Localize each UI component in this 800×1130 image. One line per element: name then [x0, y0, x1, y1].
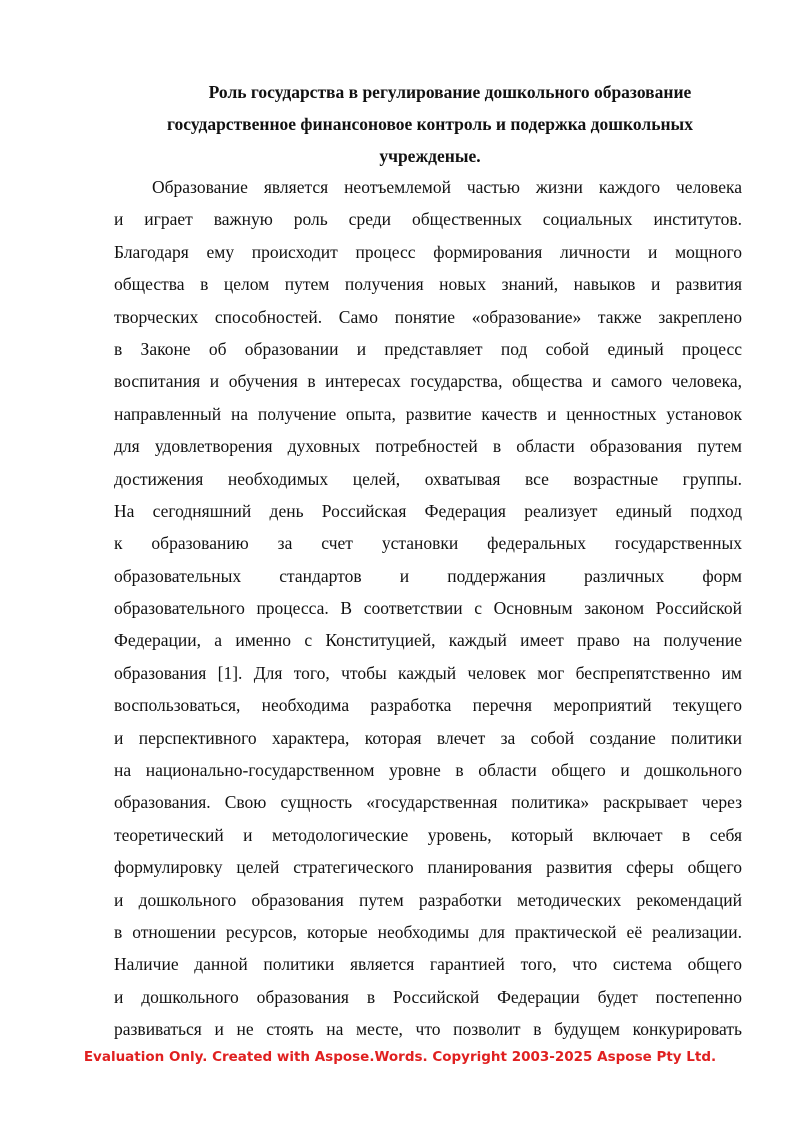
body-line: формулировку целей стратегического планирования развития сферы общего	[114, 857, 742, 878]
body-line: и играет важную роль среди общественных социальных институтов.	[114, 209, 742, 230]
body-line: для удовлетворения духовных потребностей в области образования путем	[114, 436, 742, 457]
body-line: Образование является неотъемлемой частью жизни каждого человека	[152, 177, 742, 197]
body-line: теоретический и методологические уровень, который включает в себя	[114, 824, 742, 845]
document-title	[110, 76, 750, 172]
body-line: на национально-государственном уровне в области общего и дошкольного	[114, 760, 742, 781]
body-line: общества в целом путем получения новых знаний, навыков и развития	[114, 274, 742, 295]
title-line: учрежденые.	[379, 146, 481, 166]
body-line: и дошкольного образования путем разработки методических рекомендаций	[114, 889, 742, 910]
title-line: Роль государства в регулирование дошкольного образование	[208, 82, 692, 102]
body-line: образования. Свою сущность «государственная политика» раскрывает через	[114, 792, 742, 813]
body-line: Федерации, а именно с Конституцией, каждый имеет право на получение	[114, 630, 742, 651]
document-body	[114, 171, 742, 1046]
body-line: воспитания и обучения в интересах государства, общества и самого человека,	[114, 371, 742, 392]
body-line: развиваться и не стоять на месте, что позволит в будущем конкурировать	[114, 1019, 742, 1040]
body-line: воспользоваться, необходима разработка перечня мероприятий текущего	[114, 695, 742, 716]
body-line: Наличие данной политики является гарантией того, что система общего	[114, 954, 742, 975]
body-line: в отношении ресурсов, которые необходимы для практической её реализации.	[114, 921, 742, 942]
title-line: государственное финансоновое контроль и подержка дошкольных	[167, 114, 693, 134]
body-line: образовательных стандартов и поддержания различных форм	[114, 565, 742, 586]
body-line: На сегодняшний день Российская Федерация реализует единый подход	[114, 500, 742, 521]
body-line: в Законе об образовании и представляет под собой единый процесс	[114, 338, 742, 359]
body-line: творческих способностей. Само понятие «образование» также закреплено	[114, 306, 742, 327]
body-line: и перспективного характера, которая влечет за собой создание политики	[114, 727, 742, 748]
body-line: образовательного процесса. В соответствии с Основным законом Российской	[114, 598, 742, 619]
evaluation-watermark: Evaluation Only. Created with Aspose.Words. Copyright 2003-2025 Aspose Pty Ltd.	[83, 1049, 717, 1065]
body-line: к образованию за счет установки федеральных государственных	[114, 533, 742, 554]
body-line: достижения необходимых целей, охватывая все возрастные группы.	[114, 468, 742, 489]
body-line: и дошкольного образования в Российской Федерации будет постепенно	[114, 986, 742, 1007]
body-line: направленный на получение опыта, развитие качеств и ценностных установок	[114, 403, 742, 424]
body-line: Благодаря ему происходит процесс формирования личности и мощного	[114, 241, 742, 262]
body-line: образования [1]. Для того, чтобы каждый человек мог беспрепятственно им	[114, 662, 742, 683]
